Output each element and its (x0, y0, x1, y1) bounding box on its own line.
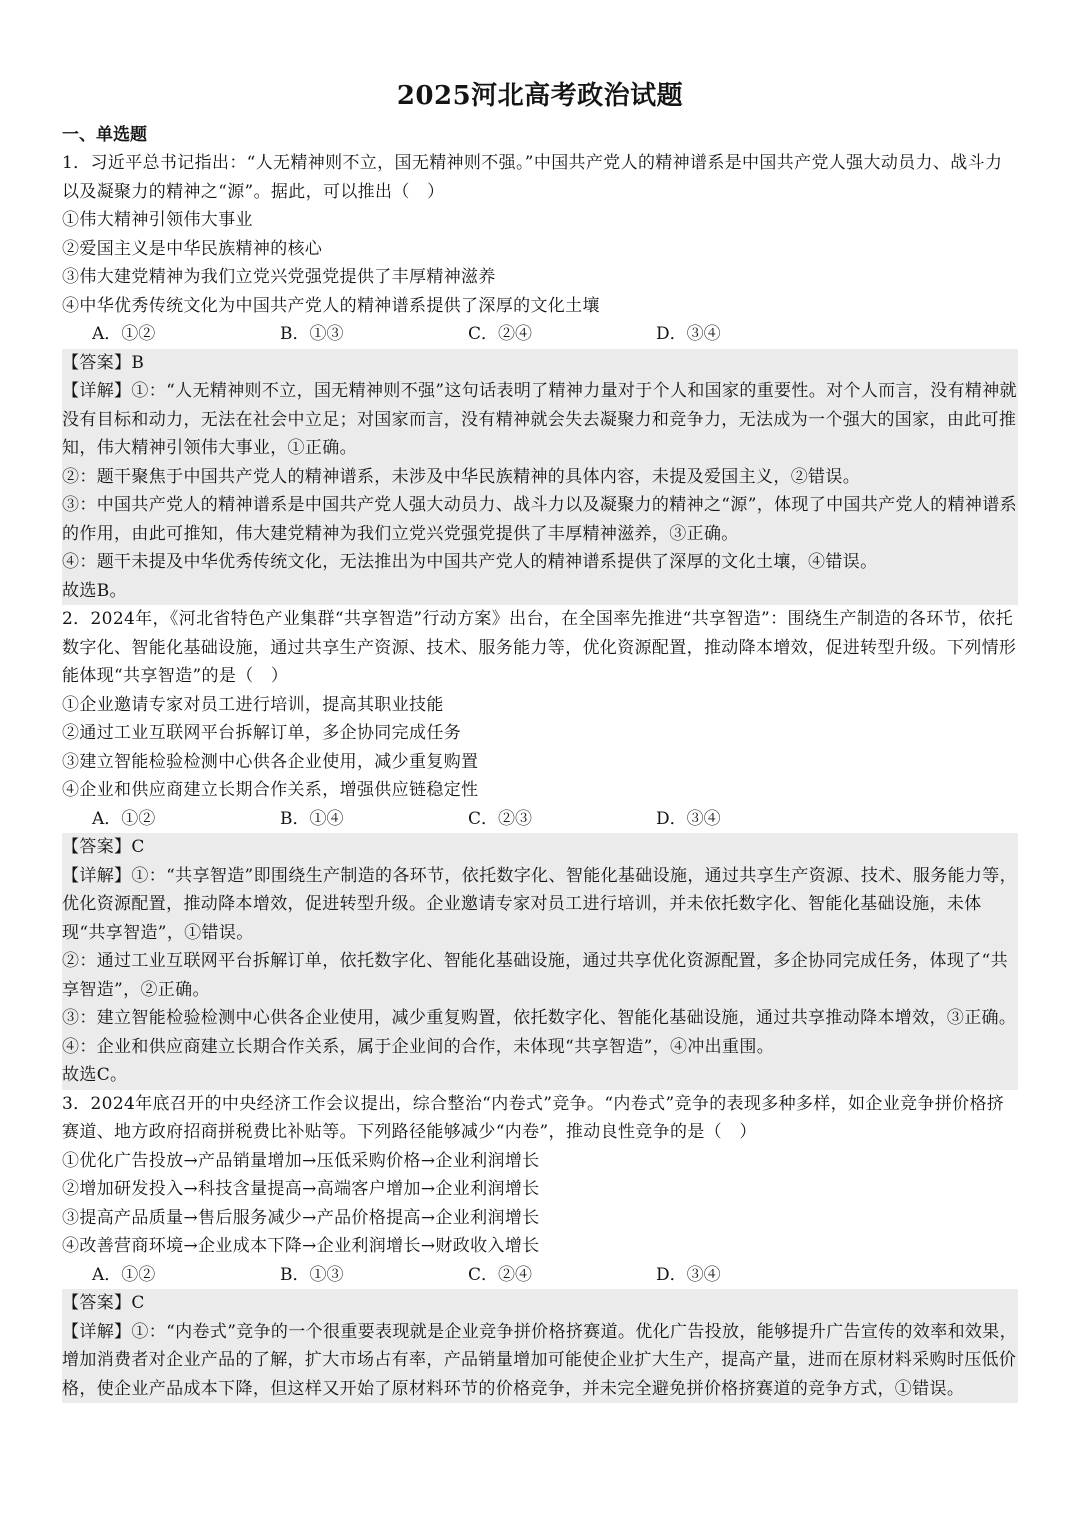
detail-paragraph: ③：中国共产党人的精神谱系是中国共产党人强大动员力、战斗力以及凝聚力的精神之“源”，体现了中国共产党人的精神谱系的作用，由此可推知，伟大建党精神为我们立党兴党强党提供了丰厚精神滋养，③正确。 (62, 495, 1017, 544)
question-stem: 3．2024年底召开的中央经济工作会议提出，综合整治“内卷式”竞争。“内卷式”竞争的表现多种多样，如企业竞争拼价格挤赛道、地方政府招商拼税费比补贴等。下列路径能够减少“内卷”，推动良性竞争的是（ ） (62, 1093, 1005, 1142)
choice-item: ③伟大建党精神为我们立党兴党强党提供了丰厚精神滋养 (62, 267, 496, 287)
option-b: B．①④ (280, 808, 344, 829)
choice-item: ②爱国主义是中华民族精神的核心 (62, 238, 323, 259)
choice-item: ③提高产品质量→售后服务减少→产品价格提高→企业利润增长 (62, 1207, 540, 1228)
choice-item: ④中华优秀传统文化为中国共产党人的精神谱系提供了深厚的文化土壤 (62, 295, 600, 316)
option-d: D．③④ (656, 808, 721, 829)
choice-item: ③建立智能检验检测中心供各企业使用，减少重复购置 (62, 751, 479, 772)
page-title: 2025河北高考政治试题 (396, 81, 684, 111)
detail-conclusion: 故选B。 (62, 580, 127, 601)
option-c: C．②④ (468, 324, 533, 344)
option-d: D．③④ (656, 1264, 721, 1285)
answer-label: 【答案】C (62, 1293, 145, 1313)
question-stem: 1．习近平总书记指出：“人无精神则不立，国无精神则不强。”中国共产党人的精神谱系是中国共产党人强大动员力、战斗力以及凝聚力的精神之“源”。据此，可以推出（ ） (62, 153, 1003, 202)
choice-item: ①伟大精神引领伟大事业 (62, 210, 253, 230)
answer-block (62, 833, 1018, 1090)
question-stem: 2．2024年，《河北省特色产业集群“共享智造”行动方案》出台，在全国率先推进“共享智造”：围绕生产制造的各环节，依托数字化、智能化基础设施，通过共享生产资源、技术、服务能力等，优化资源配置，推动降本增效，促进转型升级。下列情形能体现“共享智造”的是（ ） (62, 609, 1017, 686)
detail-paragraph: ②：题干聚焦于中国共产党人的精神谱系，未涉及中华民族精神的具体内容，未提及爱国主义，②错误。 (62, 466, 861, 487)
detail-paragraph: ②：通过工业互联网平台拆解订单，依托数字化、智能化基础设施，通过共享优化资源配置，多企协同完成任务，体现了“共享智造”，②正确。 (62, 951, 1008, 1000)
detail-paragraph: 【详解】①：“内卷式”竞争的一个很重要表现就是企业竞争拼价格挤赛道。优化广告投放，能够提升广告宣传的效率和效果，增加消费者对企业产品的了解，扩大市场占有率，产品销量增加可能使企业扩大生产，提高产量，进而在原材料采购时压低价格，使企业产品成本下降，但这样又开始了原材料环节的价格竞争，并未完全避免拼价格挤赛道的竞争方式，①错误。 (62, 1321, 1017, 1399)
question-2 (62, 605, 1018, 1090)
answer-block (62, 349, 1018, 606)
choice-item: ②增加研发投入→科技含量提高→高端客户增加→企业利润增长 (62, 1179, 540, 1199)
question-3 (62, 1090, 1018, 1404)
answer-label: 【答案】B (62, 352, 145, 373)
choice-item: ①优化广告投放→产品销量增加→压低采购价格→企业利润增长 (62, 1150, 540, 1171)
answer-block (62, 1289, 1018, 1403)
exam-page (62, 76, 1018, 1403)
question-1 (62, 149, 1018, 605)
answer-options (62, 320, 1018, 349)
option-a: A．①② (92, 324, 156, 344)
answer-options (62, 805, 1018, 834)
answer-options (62, 1261, 1018, 1290)
answer-label: 【答案】C (62, 837, 145, 857)
option-a: A．①② (92, 1264, 156, 1285)
detail-paragraph: ④：企业和供应商建立长期合作关系，属于企业间的合作，未体现“共享智造”，④冲出重围。 (62, 1036, 775, 1057)
choice-item: ①企业邀请专家对员工进行培训，提高其职业技能 (62, 694, 444, 715)
detail-conclusion: 故选C。 (62, 1065, 128, 1085)
detail-paragraph: ③：建立智能检验检测中心供各企业使用，减少重复购置，依托数字化、智能化基础设施，通过共享推动降本增效，③正确。 (62, 1008, 1017, 1028)
choice-item: ④企业和供应商建立长期合作关系，增强供应链稳定性 (62, 780, 479, 800)
option-a: A．①② (92, 808, 156, 829)
option-c: C．②③ (468, 808, 533, 829)
detail-paragraph: ④：题干未提及中华优秀传统文化，无法推出为中国共产党人的精神谱系提供了深厚的文化土壤，④错误。 (62, 552, 878, 572)
option-b: B．①③ (280, 324, 344, 344)
detail-paragraph: 【详解】①：“共享智造”即围绕生产制造的各环节，依托数字化、智能化基础设施，通过共享生产资源、技术、服务能力等，优化资源配置，推动降本增效，促进转型升级。企业邀请专家对员工进行培训，并未依托数字化、智能化基础设施，未体现“共享智造”，①错误。 (62, 865, 1017, 943)
choice-item: ④改善营商环境→企业成本下降→企业利润增长→财政收入增长 (62, 1236, 540, 1256)
detail-paragraph: 【详解】①：“人无精神则不立，国无精神则不强”这句话表明了精神力量对于个人和国家的重要性。对个人而言，没有精神就没有目标和动力，无法在社会中立足；对国家而言，没有精神就会失去凝聚力和竞争力，无法成为一个强大的国家，由此可推知，伟大精神引领伟大事业，①正确。 (62, 381, 1017, 458)
option-c: C．②④ (468, 1264, 533, 1285)
section-heading: 一、单选题 (62, 125, 147, 145)
option-d: D．③④ (656, 324, 721, 344)
option-b: B．①③ (280, 1264, 344, 1285)
choice-item: ②通过工业互联网平台拆解订单，多企协同完成任务 (62, 723, 462, 743)
